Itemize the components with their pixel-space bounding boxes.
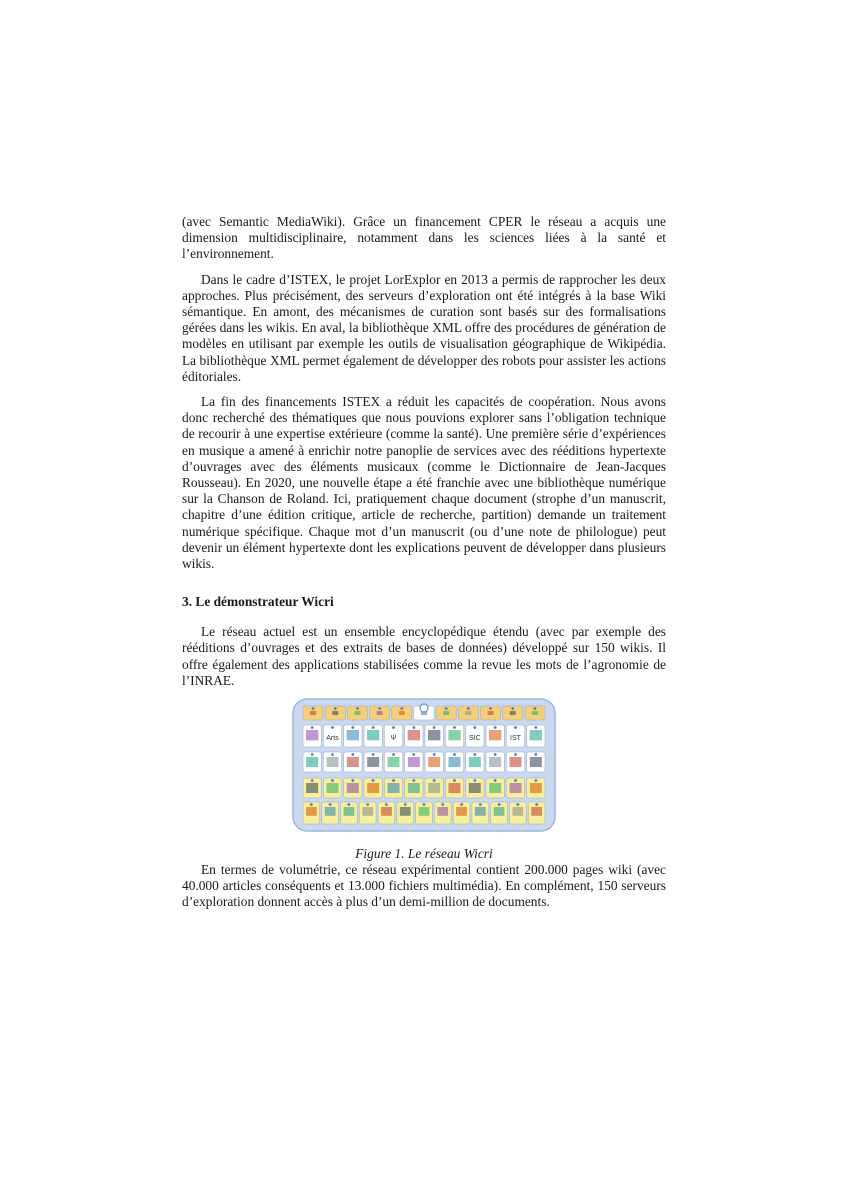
network-node-icon <box>511 707 514 710</box>
network-node-icon <box>534 707 537 710</box>
tile-thumbnail-icon <box>530 730 542 740</box>
network-node-icon <box>473 753 476 756</box>
tile-thumbnail-icon <box>310 711 316 715</box>
tile-thumbnail-icon <box>408 757 420 767</box>
network-node-icon <box>473 779 476 782</box>
network-node-icon <box>334 707 337 710</box>
tile-thumbnail-icon <box>306 807 317 816</box>
tile-thumbnail-icon <box>367 757 379 767</box>
tile-thumbnail-icon <box>347 783 359 793</box>
network-node-icon <box>372 726 375 729</box>
network-node-icon <box>453 779 456 782</box>
network-node-icon <box>392 779 395 782</box>
tile-thumbnail-icon <box>377 711 383 715</box>
tile-thumbnail-icon <box>512 807 523 816</box>
network-node-icon <box>311 779 314 782</box>
tile-thumbnail-icon <box>489 783 501 793</box>
tile-thumbnail-icon <box>437 807 448 816</box>
network-node-icon <box>460 803 463 806</box>
tile-thumbnail-icon <box>388 783 400 793</box>
tile-thumbnail-icon <box>306 730 318 740</box>
network-node-icon <box>498 803 501 806</box>
wicri-hub-icon <box>420 704 428 712</box>
paragraph-3: La fin des financements ISTEX a réduit les capacités de coopération. Nous avons donc recherché des thématiques que nous pouvions explorer sans l’obligation technique de recourir à une expertise extérieure (comme la santé). Une première série d’expériences en musique a amené à enrichir notre panoplie de services avec des rééditions hypertexte d’ouvrages avec des éléments musicaux (comme le Dictionnaire de Jean-Jacques Rousseau). En 2020, une nouvelle étape a été franchie avec une bibliothèque numérique sur la Chanson de Roland. Ici, pratiquement chaque document (strophe d’un manuscrit, chapitre d’une édition critique, article de recherche, partition) demande un traitement numérique spécifique. Chaque mot d’un manuscrit (ou d’une note de philologue) peut devenir un élément hypertexte dont les explications peuvent de développer dans plusieurs wikis. <box>182 394 666 572</box>
network-node-icon <box>351 753 354 756</box>
network-node-icon <box>467 707 470 710</box>
tile-thumbnail-icon <box>488 711 494 715</box>
network-node-icon <box>348 803 351 806</box>
tile-thumbnail-icon <box>443 711 449 715</box>
tile-thumbnail-icon <box>408 783 420 793</box>
tile-label: Arts <box>326 735 339 743</box>
network-node-icon <box>423 803 426 806</box>
tile-thumbnail-icon <box>494 807 505 816</box>
tile-label: Ψ <box>390 735 397 743</box>
tile-thumbnail-icon <box>449 757 461 767</box>
tile-label: SIC <box>468 735 481 743</box>
network-node-icon <box>412 779 415 782</box>
tile-thumbnail-icon <box>332 711 338 715</box>
network-node-icon <box>351 726 354 729</box>
tile-thumbnail-icon <box>532 711 538 715</box>
network-node-icon <box>514 726 517 729</box>
tile-thumbnail-icon <box>408 730 420 740</box>
network-node-icon <box>433 753 436 756</box>
tile-thumbnail-icon <box>388 757 400 767</box>
tile-thumbnail-icon <box>344 807 355 816</box>
tile-thumbnail-icon <box>347 757 359 767</box>
network-node-icon <box>514 753 517 756</box>
tile-thumbnail-icon <box>325 807 336 816</box>
network-node-icon <box>535 803 538 806</box>
tile-thumbnail-icon <box>367 730 379 740</box>
network-node-icon <box>534 753 537 756</box>
network-node-icon <box>494 726 497 729</box>
network-node-icon <box>400 707 403 710</box>
network-node-icon <box>331 779 334 782</box>
tile-thumbnail-icon <box>306 783 318 793</box>
network-node-icon <box>311 753 314 756</box>
tile-thumbnail-icon <box>449 783 461 793</box>
network-node-icon <box>433 726 436 729</box>
network-node-icon <box>351 779 354 782</box>
tile-thumbnail-icon <box>510 783 522 793</box>
tile-thumbnail-icon <box>531 807 542 816</box>
tile-thumbnail-icon <box>399 711 405 715</box>
network-node-icon <box>412 753 415 756</box>
network-node-icon <box>516 803 519 806</box>
tile-thumbnail-icon <box>419 807 430 816</box>
tile-thumbnail-icon <box>489 757 501 767</box>
tile-thumbnail-icon <box>465 711 471 715</box>
network-node-icon <box>441 803 444 806</box>
tile-thumbnail-icon <box>510 711 516 715</box>
network-node-icon <box>392 726 395 729</box>
tile-thumbnail-icon <box>510 757 522 767</box>
tile-thumbnail-icon <box>347 730 359 740</box>
network-node-icon <box>311 726 314 729</box>
tile-thumbnail-icon <box>530 757 542 767</box>
network-node-icon <box>494 753 497 756</box>
paragraph-5: En termes de volumétrie, ce réseau expérimental contient 200.000 pages wiki (avec 40.000 articles conséquents et 13.000 fichiers multimédia). En complément, 150 serveurs d’exploration donnent accès à plus d’un demi-million de documents. <box>182 862 666 910</box>
wicri-network-image <box>292 698 556 832</box>
network-node-icon <box>372 779 375 782</box>
tile-thumbnail-icon <box>400 807 411 816</box>
paragraph-2: Dans le cadre d’ISTEX, le projet LorExplor en 2013 a permis de rapprocher les deux approches. Plus précisément, des serveurs d’exploration ont été intégrés à la base Wiki sémantique. En amont, des mécanismes de curation sont basés sur des formalisations gérées dans les wikis. En aval, la bibliothèque XML offre des procédures de génération de modèles en utilisant par exemple les outils de visualisation géographique de Wikipédia. La bibliothèque XML permet également de développer des robots pour assister les actions éditoriales. <box>182 271 666 384</box>
network-node-icon <box>514 779 517 782</box>
paragraph-4: Le réseau actuel est un ensemble encyclopédique étendu (avec par exemple des rééditions d’ouvrages et des extraits de bases de données) développé sur 150 wikis. Il offre également des applications stabilisées comme la revue les mots de l’agronomie de l’INRAE. <box>182 624 666 688</box>
network-node-icon <box>385 803 388 806</box>
tile-thumbnail-icon <box>448 730 460 740</box>
figure-caption: Figure 1. Le réseau Wicri <box>355 846 493 862</box>
network-node-icon <box>479 803 482 806</box>
tile-thumbnail-icon <box>469 757 481 767</box>
network-node-icon <box>534 726 537 729</box>
tile-thumbnail-icon <box>428 783 440 793</box>
network-node-icon <box>473 726 476 729</box>
tile-thumbnail-icon <box>362 807 373 816</box>
network-node-icon <box>453 753 456 756</box>
figure <box>182 698 666 832</box>
network-node-icon <box>534 779 537 782</box>
tile-label: IST <box>510 735 521 743</box>
network-node-icon <box>310 803 313 806</box>
network-node-icon <box>312 707 315 710</box>
network-node-icon <box>489 707 492 710</box>
network-node-icon <box>453 726 456 729</box>
tile-thumbnail-icon <box>456 807 467 816</box>
tile-thumbnail-icon <box>475 807 486 816</box>
network-node-icon <box>404 803 407 806</box>
tile-thumbnail-icon <box>327 783 339 793</box>
tile-thumbnail-icon <box>306 757 318 767</box>
network-node-icon <box>366 803 369 806</box>
tile-thumbnail-icon <box>428 757 440 767</box>
network-node-icon <box>494 779 497 782</box>
tile-thumbnail-icon <box>381 807 392 816</box>
tile-thumbnail-icon <box>327 757 339 767</box>
document-page <box>182 214 666 920</box>
tile-thumbnail-icon <box>530 783 542 793</box>
network-node-icon <box>433 779 436 782</box>
network-node-icon <box>356 707 359 710</box>
tile-thumbnail-icon <box>428 730 440 740</box>
tile-thumbnail-icon <box>367 783 379 793</box>
network-node-icon <box>331 753 334 756</box>
network-node-icon <box>378 707 381 710</box>
network-node-icon <box>329 803 332 806</box>
tile-thumbnail-icon <box>489 730 501 740</box>
network-node-icon <box>445 707 448 710</box>
network-node-icon <box>392 753 395 756</box>
network-node-icon <box>331 726 334 729</box>
section-heading: 3. Le démonstrateur Wicri <box>182 594 334 610</box>
network-node-icon <box>412 726 415 729</box>
paragraph-1: (avec Semantic MediaWiki). Grâce un financement CPER le réseau a acquis une dimension multidisciplinaire, notamment dans les sciences liées à la santé et l’environnement. <box>182 214 666 262</box>
tile-thumbnail-icon <box>469 783 481 793</box>
network-node-icon <box>372 753 375 756</box>
tile-thumbnail-icon <box>354 711 360 715</box>
